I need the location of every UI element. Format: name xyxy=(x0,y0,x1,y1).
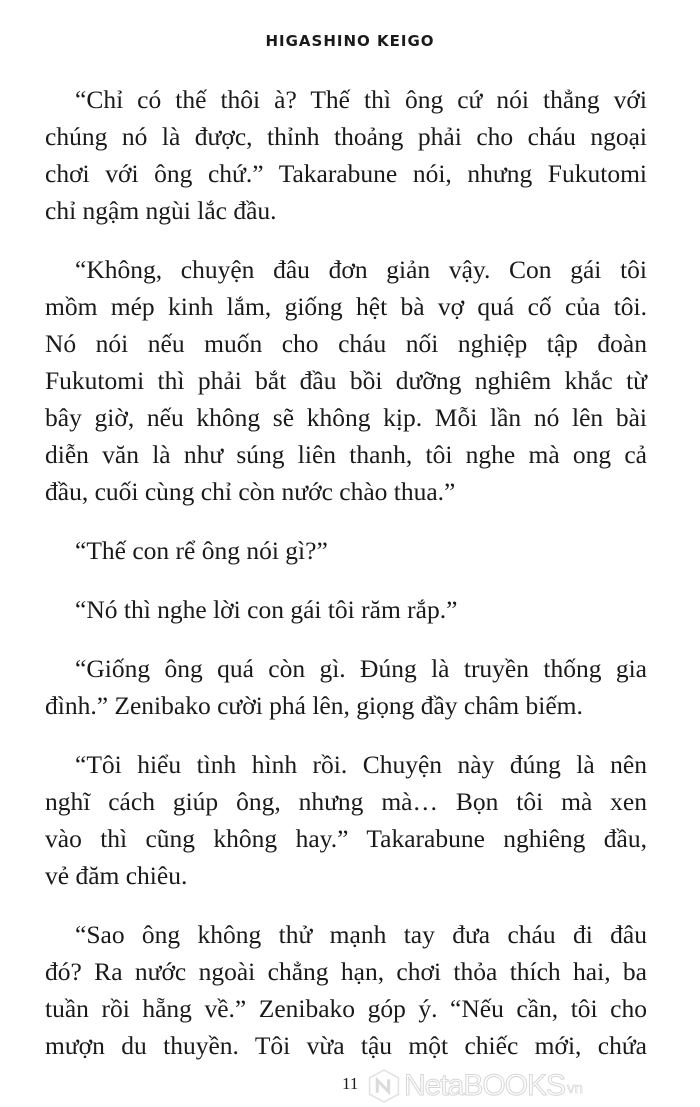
text-line: “Chỉ có thế thôi à? Thế thì ông cứ nói thẳng với xyxy=(75,85,647,114)
text-line: vẻ đăm chiêu. xyxy=(45,861,188,890)
page-number: 11 xyxy=(342,1074,359,1093)
text-line: Fukutomi thì phải bắt đầu bồi dưỡng nghiêm khắc từ xyxy=(45,366,647,395)
netabooks-logo-icon xyxy=(368,1069,400,1103)
page-body xyxy=(45,81,647,1086)
text-line: “Thế con rể ông nói gì?” xyxy=(75,536,328,565)
text-line: tuần rồi hẵng về.” Zenibako góp ý. “Nếu cần, tôi cho xyxy=(45,994,647,1023)
paragraph xyxy=(45,916,647,1064)
text-line: nghĩ cách giúp ông, nhưng mà… Bọn tôi mà xen xyxy=(45,787,647,816)
text-line: đó? Ra nước ngoài chẳng hạn, chơi thỏa thích hai, ba xyxy=(45,957,647,986)
watermark-brand: NetaBOOKS xyxy=(404,1069,566,1102)
paragraph xyxy=(45,650,647,724)
text-line: “Tôi hiểu tình hình rồi. Chuyện này đúng là nên xyxy=(75,750,647,779)
paragraph xyxy=(45,251,647,510)
text-line: “Giống ông quá còn gì. Đúng là truyền thống gia xyxy=(75,654,647,683)
paragraph xyxy=(45,532,647,569)
text-line: mượn du thuyền. Tôi vừa tậu một chiếc mới, chứa xyxy=(45,1031,647,1060)
text-line: chúng nó là được, thỉnh thoảng phải cho cháu ngoại xyxy=(45,122,647,151)
text-line: mồm mép kinh lắm, giống hệt bà vợ quá cố của tôi. xyxy=(45,292,647,321)
text-line: đầu, cuối cùng chỉ còn nước chào thua.” xyxy=(45,477,456,506)
text-line: Nó nói nếu muốn cho cháu nối nghiệp tập đoàn xyxy=(45,329,647,358)
watermark xyxy=(368,1068,583,1104)
text-line: diễn văn là như súng liên thanh, tôi nghe mà ong cả xyxy=(45,440,647,469)
paragraph xyxy=(45,81,647,229)
paragraph xyxy=(45,746,647,894)
text-line: “Sao ông không thử mạnh tay đưa cháu đi đâu xyxy=(75,920,647,949)
text-line: “Không, chuyện đâu đơn giản vậy. Con gái tôi xyxy=(75,255,647,284)
paragraph xyxy=(45,591,647,628)
text-line: “Nó thì nghe lời con gái tôi răm rắp.” xyxy=(75,595,458,624)
running-header-author: HIGASHINO KEIGO xyxy=(265,32,435,50)
text-line: đình.” Zenibako cười phá lên, giọng đầy châm biếm. xyxy=(45,691,583,720)
text-line: chỉ ngậm ngùi lắc đầu. xyxy=(45,196,277,225)
text-line: chơi với ông chứ.” Takarabune nói, nhưng Fukutomi xyxy=(45,159,647,188)
text-line: vào thì cũng không hay.” Takarabune nghiêng đầu, xyxy=(45,824,647,853)
watermark-suffix: vn xyxy=(567,1080,583,1097)
text-line: bây giờ, nếu không sẽ không kịp. Mỗi lần nó lên bài xyxy=(45,403,647,432)
